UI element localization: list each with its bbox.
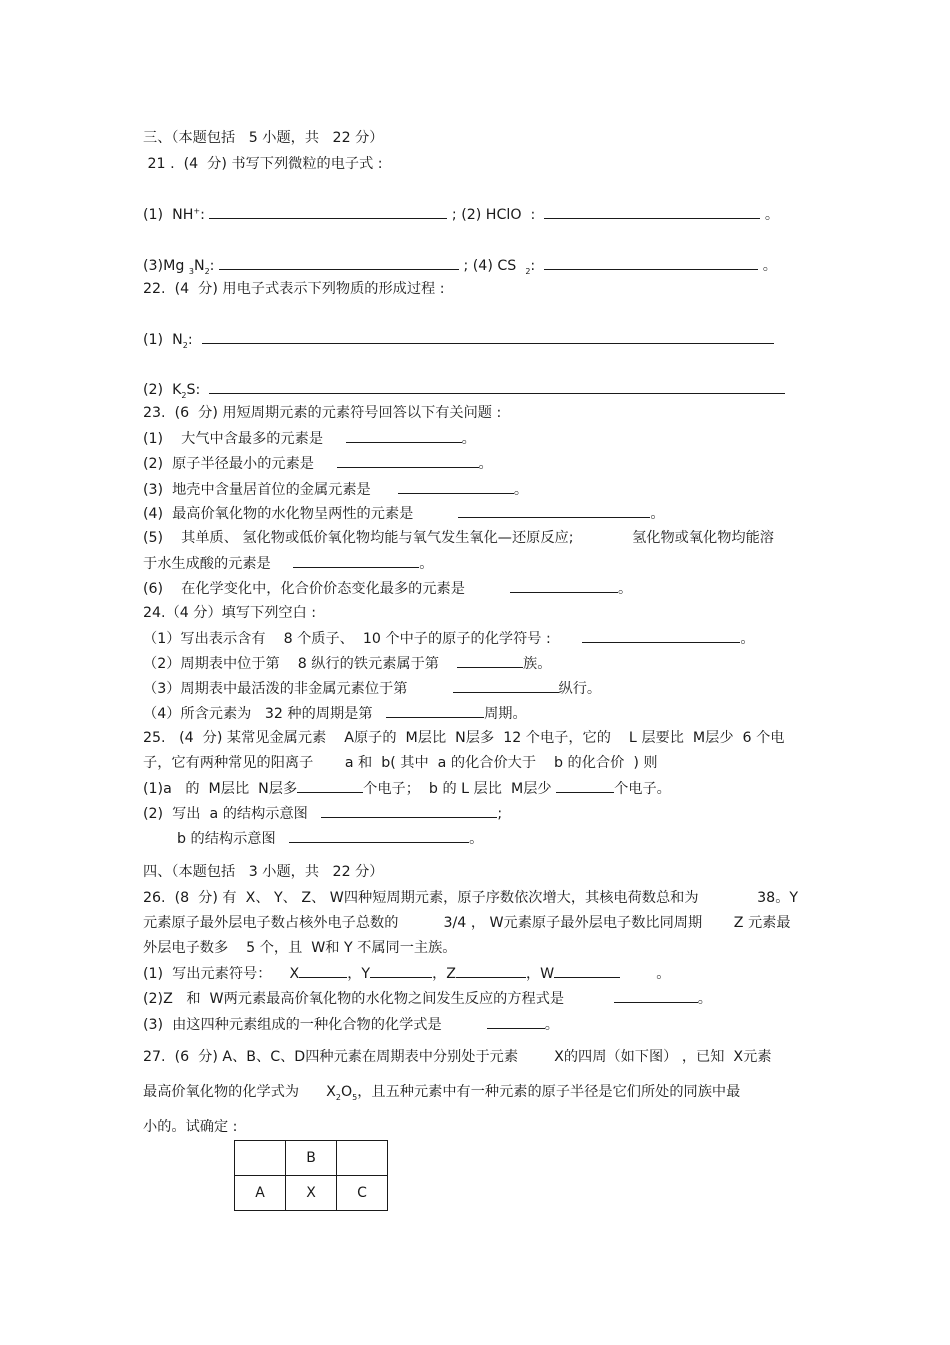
q26-line-4 — [143, 964, 670, 983]
q26-text: ，Y — [347, 966, 371, 982]
q21-nh4-charge: + — [193, 206, 201, 216]
q26-line-3: 外层电子数多 5 个，且 W和 Y 不属同一主族。 — [143, 940, 457, 956]
q27-text: ，且五种元素中有一种元素的原子半径是它们所处的同族中最 — [357, 1084, 741, 1100]
q26-text: (3) 由这四种元素组成的一种化合物的化学式是 — [143, 1017, 487, 1033]
table-cell: X — [286, 1176, 337, 1211]
answer-blank[interactable] — [556, 779, 614, 793]
answer-blank[interactable] — [456, 964, 526, 978]
q24-text: （1）写出表示含有 8 个质子、 10 个中子的原子的化学符号 : — [143, 631, 583, 647]
q25-text: (2) 写出 a 的结构示意图 — [143, 806, 322, 822]
q23-text: (1) 大气中含最多的元素是 — [143, 431, 346, 447]
q23-text: (6) 在化学变化中，化合价价态变化最多的元素是 — [143, 581, 510, 597]
answer-blank[interactable] — [554, 964, 620, 978]
q27-line-3: 小的。试确定 : — [143, 1119, 238, 1135]
q21-hclo-label: ; (2) HClO : — [447, 207, 545, 223]
q24-item-2 — [143, 654, 551, 673]
q24-text: （3）周期表中最活泼的非金属元素位于第 — [143, 681, 453, 697]
q24-end: 纵行。 — [558, 681, 602, 697]
subscript: 2 — [181, 390, 187, 400]
q26-text: 。 — [544, 1017, 559, 1033]
periodic-position-table — [234, 1140, 388, 1211]
answer-blank[interactable] — [487, 1015, 545, 1029]
q23-item-1 — [143, 429, 476, 448]
answer-blank[interactable] — [346, 429, 462, 443]
q21-colon: : — [530, 258, 545, 274]
answer-blank[interactable] — [202, 330, 774, 344]
q23-item-5-cont — [143, 554, 433, 573]
q26-text: ，W — [525, 966, 555, 982]
q21-nh4-label: (1) NH — [143, 207, 194, 223]
answer-blank[interactable] — [321, 804, 497, 818]
subscript: 5 — [352, 1092, 358, 1102]
q24-title: 24.（4 分）填写下列空白 : — [143, 605, 317, 621]
q26-line-6 — [143, 1015, 559, 1034]
answer-blank[interactable] — [398, 480, 514, 494]
answer-blank[interactable] — [510, 579, 618, 593]
q26-text: (2)Z 和 W两元素最高价氧化物的水化物之间发生反应的方程式是 — [143, 991, 614, 1007]
q25-text: 个电子。 — [614, 781, 671, 797]
answer-blank[interactable] — [457, 654, 523, 668]
q23-title: 23. (6 分) 用短周期元素的元素符号回答以下有关问题 : — [143, 405, 502, 421]
q25-line-1: 25. (4 分) 某常见金属元素 A原子的 M层比 N层多 12 个电子，它的 L 层要比 M层少 6 个电 — [143, 730, 785, 746]
q26-text: (1) 写出元素符号： X — [143, 966, 300, 982]
q27-text: O — [340, 1084, 353, 1100]
answer-blank[interactable] — [370, 964, 432, 978]
answer-blank[interactable] — [614, 989, 698, 1003]
subscript: 2 — [182, 340, 188, 350]
q22-title: 22. (4 分) 用电子式表示下列物质的形成过程 : — [143, 281, 445, 297]
q23-end: 。 — [478, 456, 493, 472]
q25-line-2: 子，它有两种常见的阳离子 a 和 b( 其中 a 的化合价大于 b 的化合价 ) 则 — [143, 755, 658, 771]
q21-n-label: N — [193, 258, 205, 274]
q23-text: (4) 最高价氧化物的水化物呈两性的元素是 — [143, 506, 459, 522]
subscript: 2 — [335, 1092, 341, 1102]
q26-text: 。 — [620, 966, 671, 982]
q22-colon: : — [187, 332, 202, 348]
answer-blank[interactable] — [337, 454, 479, 468]
q23-end: 。 — [461, 431, 476, 447]
answer-blank[interactable] — [386, 704, 484, 718]
q21-line-1 — [143, 205, 779, 224]
q22-line-1 — [143, 330, 774, 349]
q26-line-1: 26. (8 分) 有 X、 Y、 Z、 W四种短周期元素，原子序数依次增大，其核电荷数总和为 38。Y — [143, 890, 799, 906]
answer-blank[interactable] — [293, 554, 419, 568]
q23-item-4 — [143, 504, 665, 523]
answer-blank[interactable] — [458, 504, 650, 518]
table-cell — [337, 1141, 388, 1176]
q24-text: （4）所含元素为 32 种的周期是第 — [143, 706, 387, 722]
q25-text: 。 — [469, 831, 484, 847]
answer-blank[interactable] — [219, 256, 459, 270]
q21-period: 。 — [758, 258, 777, 274]
q23-end: 。 — [419, 556, 434, 572]
answer-blank[interactable] — [289, 829, 469, 843]
q24-text: （2）周期表中位于第 8 纵行的铁元素属于第 — [143, 656, 458, 672]
q25-text: 个电子； b 的 L 层比 M层少 — [363, 781, 557, 797]
section-4-heading: 四、（本题包括 3 小题，共 22 分） — [143, 864, 384, 880]
answer-blank[interactable] — [297, 779, 363, 793]
q21-cs2-label: ; (4) CS — [458, 258, 526, 274]
q24-item-3 — [143, 679, 601, 698]
q24-item-4 — [143, 704, 527, 723]
q21-title: 21 . (4 分) 书写下列微粒的电子式 : — [143, 156, 383, 172]
q27-line-1: 27. (6 分) A、B、C、D四种元素在周期表中分别处于元素 X的四周（如下图） ，已知 X元素 — [143, 1049, 772, 1065]
answer-blank[interactable] — [582, 629, 740, 643]
table-row — [235, 1176, 388, 1211]
q24-end: 。 — [740, 631, 755, 647]
q23-text: (3) 地壳中含量居首位的金属元素是 — [143, 482, 398, 498]
q25-line-5 — [177, 829, 483, 848]
q22-colon: S: — [186, 382, 210, 398]
q21-mg3n2-label: (3)Mg — [143, 258, 189, 274]
table-cell: C — [337, 1176, 388, 1211]
q25-text: b 的结构示意图 — [177, 831, 290, 847]
q22-line-2 — [143, 380, 785, 399]
q23-end: 。 — [650, 506, 665, 522]
q26-text: ，Z — [432, 966, 456, 982]
q24-item-1 — [143, 629, 755, 648]
answer-blank[interactable] — [209, 205, 447, 219]
section-3-heading: 三、（本题包括 5 小题，共 22 分） — [143, 130, 384, 146]
q23-text: 于水生成酸的元素是 — [143, 556, 294, 572]
q21-line-2 — [143, 256, 777, 275]
q21-period: 。 — [760, 207, 780, 223]
q25-line-3 — [143, 779, 671, 798]
table-cell: A — [235, 1176, 286, 1211]
q26-text: 。 — [697, 991, 712, 1007]
q21-colon: : — [200, 207, 210, 223]
subscript: 2 — [525, 266, 531, 276]
q22-k2s-label: (2) K — [143, 382, 182, 398]
answer-blank[interactable] — [544, 256, 758, 270]
q27-text: 最高价氧化物的化学式为 X — [143, 1084, 336, 1100]
subscript: 2 — [204, 266, 210, 276]
q25-text: (1)a 的 M层比 N层多 — [143, 781, 298, 797]
q23-end: 。 — [513, 482, 529, 498]
q24-end: 族。 — [523, 656, 552, 672]
answer-blank[interactable] — [299, 964, 347, 978]
q23-end: 。 — [618, 581, 633, 597]
answer-blank[interactable] — [453, 679, 559, 693]
table-cell — [235, 1141, 286, 1176]
q26-line-2: 元素原子最外层电子数占核外电子总数的 3/4 ， W元素原子最外层电子数比同周期 Z 元素最 — [143, 915, 791, 931]
q23-item-6 — [143, 579, 632, 598]
answer-blank[interactable] — [209, 380, 785, 394]
subscript: 3 — [188, 266, 194, 276]
q25-text: ; — [497, 806, 503, 822]
answer-blank[interactable] — [544, 205, 760, 219]
q23-item-2 — [143, 454, 493, 473]
q27-line-2 — [143, 1083, 740, 1101]
q21-colon: : — [209, 258, 219, 274]
q23-text: (2) 原子半径最小的元素是 — [143, 456, 337, 472]
q23-item-3 — [143, 480, 528, 499]
table-row — [235, 1141, 388, 1176]
q25-line-4 — [143, 804, 502, 823]
q24-end: 周期。 — [484, 706, 527, 722]
table-cell: B — [286, 1141, 337, 1176]
q26-line-5 — [143, 989, 712, 1008]
q23-item-5: (5) 其单质、 氢化物或低价氧化物均能与氧气发生氧化—还原反应; 氢化物或氧化物均能溶 — [143, 530, 774, 546]
q22-n2-label: (1) N — [143, 332, 183, 348]
